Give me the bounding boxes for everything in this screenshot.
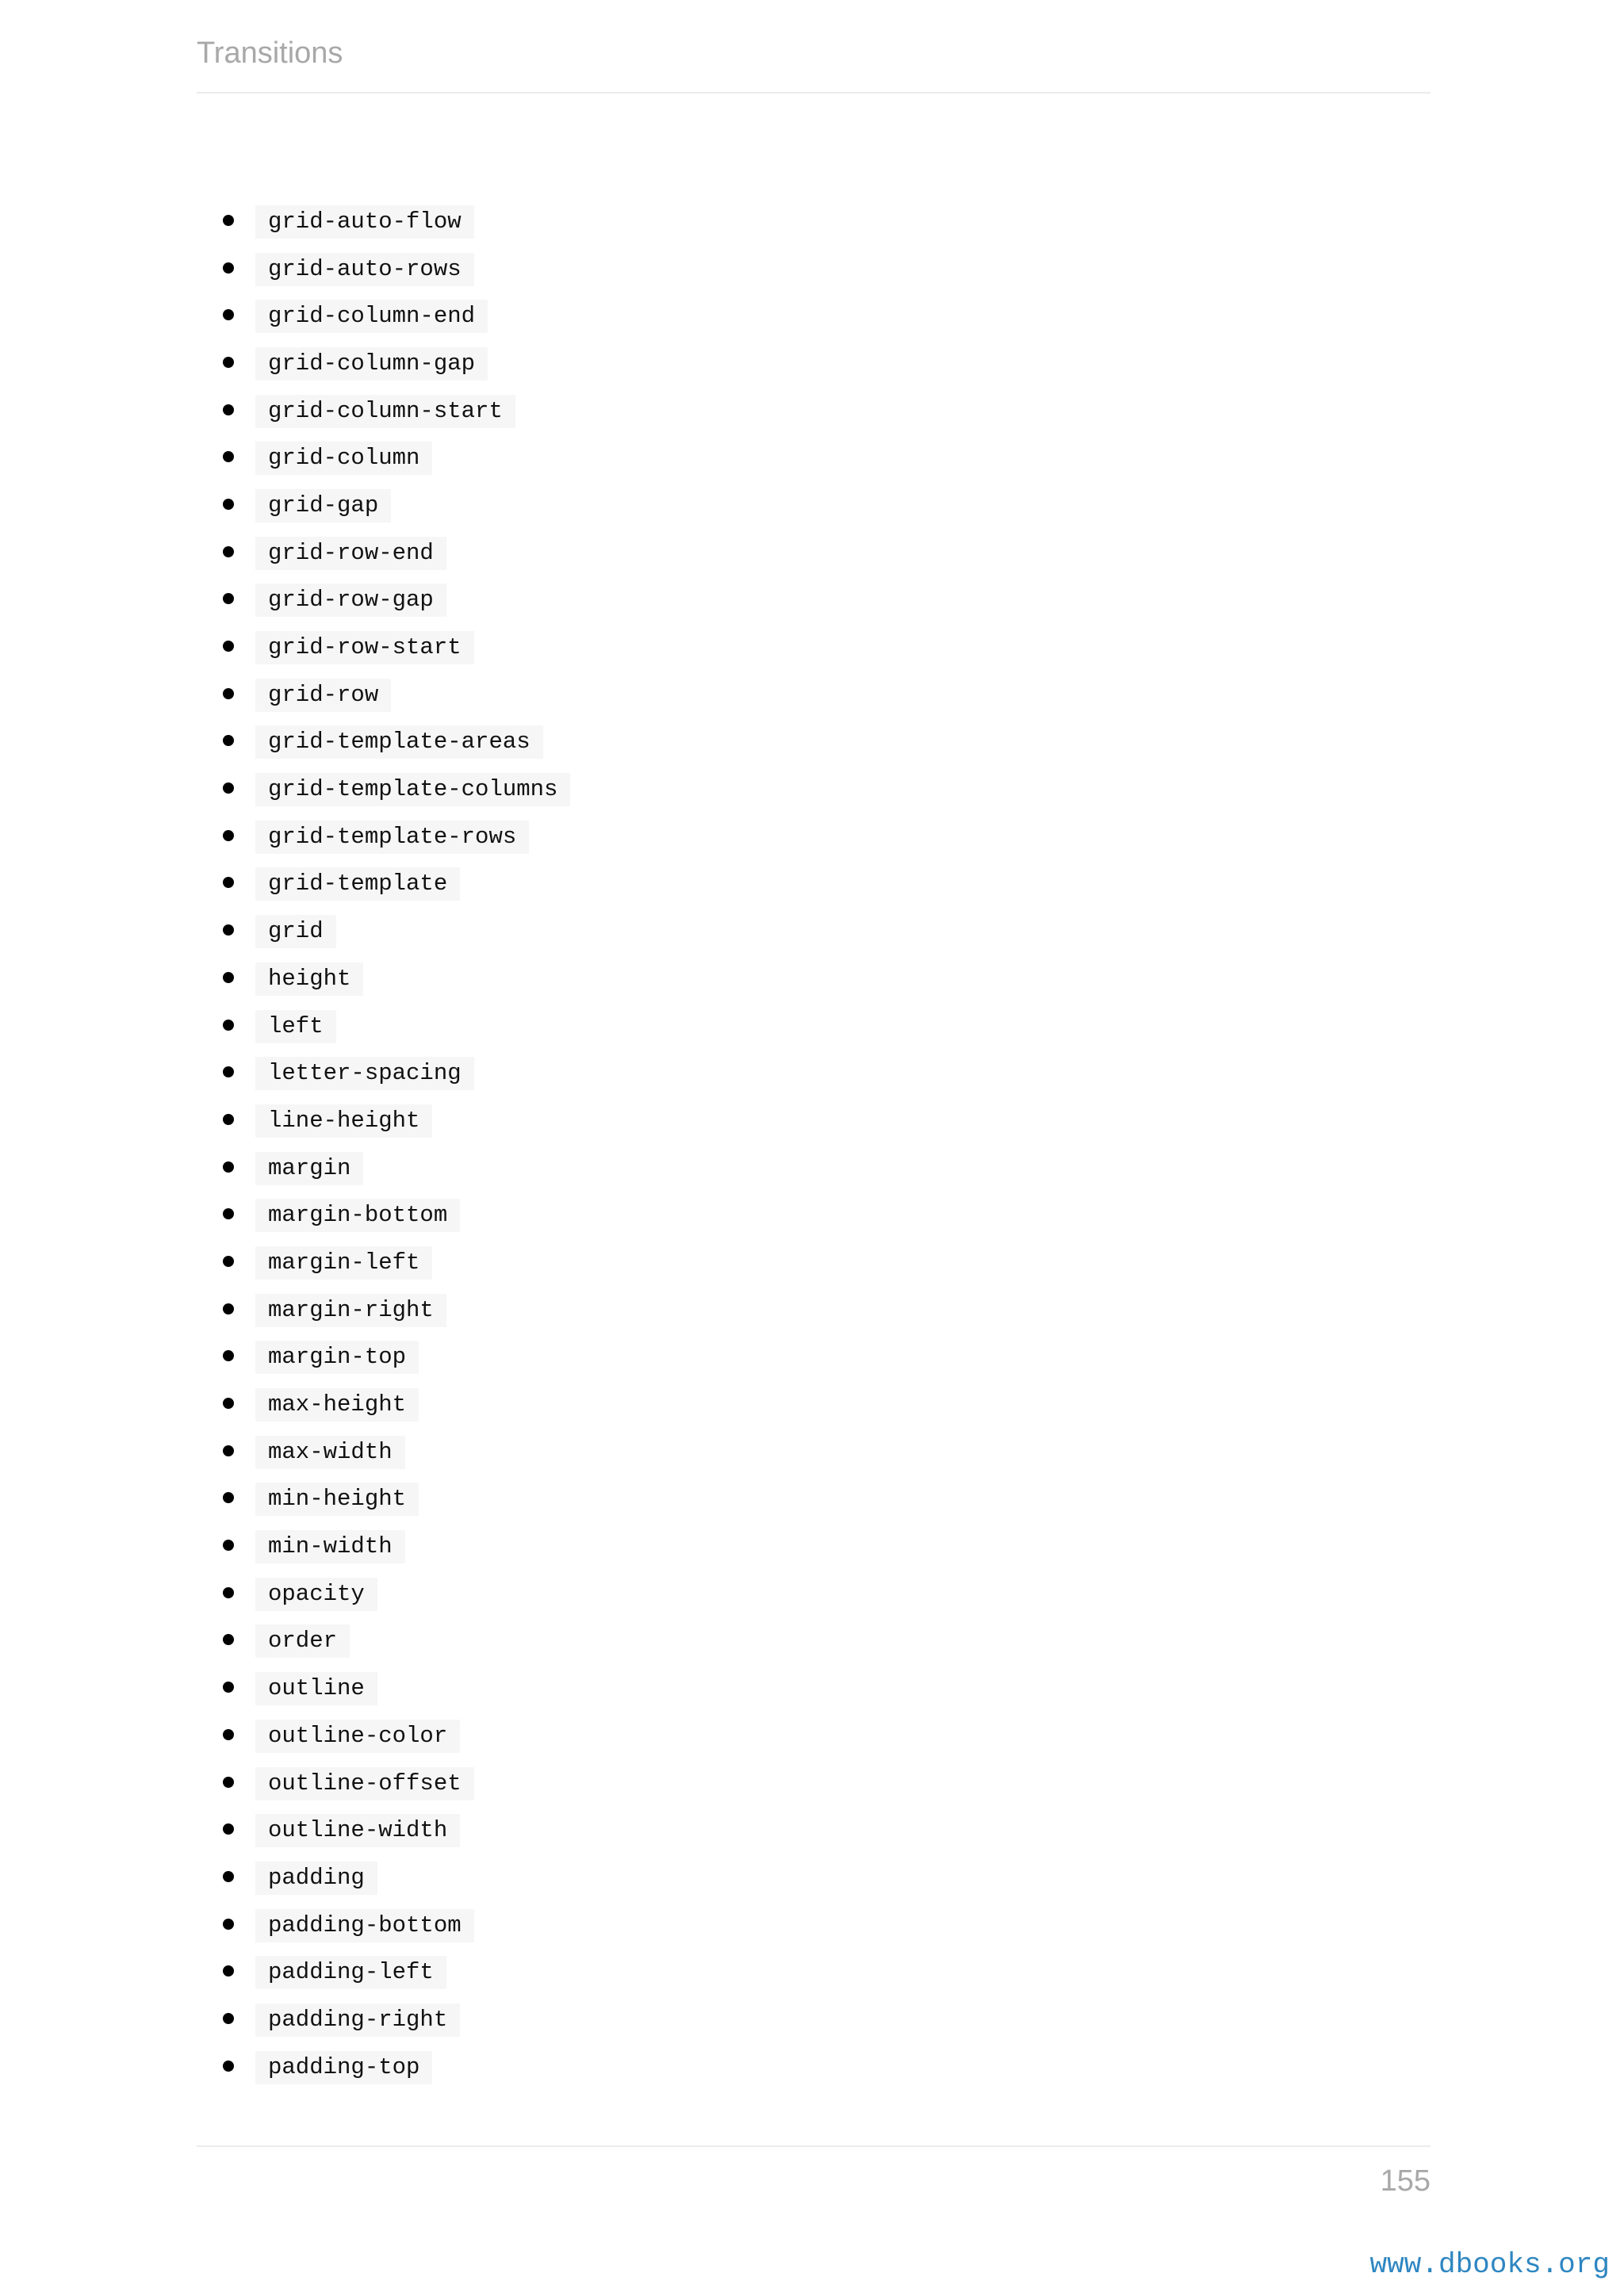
bullet-icon <box>223 1682 234 1693</box>
bullet-icon <box>223 357 234 368</box>
property-name-code: max-height <box>255 1388 419 1422</box>
bullet-icon <box>223 830 234 841</box>
property-name-code: grid-row <box>255 679 391 712</box>
bullet-icon <box>223 688 234 699</box>
property-name-code: letter-spacing <box>255 1057 474 1090</box>
property-name-code: grid-row-gap <box>255 584 446 617</box>
property-name-code: padding-left <box>255 1956 446 1989</box>
bullet-icon <box>223 2013 234 2024</box>
property-name-code: margin-right <box>255 1294 446 1327</box>
bullet-icon <box>223 593 234 604</box>
property-name-code: grid-gap <box>255 489 391 522</box>
bullet-icon <box>223 1871 234 1882</box>
bullet-icon <box>223 735 234 746</box>
bullet-icon <box>223 309 234 320</box>
bullet-icon <box>223 1208 234 1219</box>
bullet-icon <box>223 972 234 983</box>
bullet-icon <box>223 1350 234 1361</box>
property-name-code: line-height <box>255 1104 432 1138</box>
property-name-code: margin-bottom <box>255 1199 460 1232</box>
bullet-icon <box>223 1445 234 1456</box>
bullet-icon <box>223 1777 234 1788</box>
bullet-icon <box>223 924 234 936</box>
property-name-code: outline-width <box>255 1814 460 1847</box>
watermark-link[interactable]: www.dbooks.org <box>1369 2248 1610 2281</box>
property-name-code: height <box>255 962 363 996</box>
bullet-icon <box>223 215 234 226</box>
bullet-icon <box>223 1114 234 1125</box>
property-name-code: outline-offset <box>255 1767 474 1800</box>
bullet-icon <box>223 1303 234 1314</box>
page-number: 155 <box>1380 2164 1431 2198</box>
bullet-icon <box>223 641 234 652</box>
bullet-icon <box>223 1020 234 1031</box>
bullet-icon <box>223 1161 234 1173</box>
property-name-code: grid-column-end <box>255 300 488 333</box>
bullet-icon <box>223 1492 234 1503</box>
bullet-icon <box>223 1256 234 1267</box>
property-name-code: margin <box>255 1152 363 1185</box>
property-name-code: margin-left <box>255 1246 432 1280</box>
property-name-code: min-height <box>255 1483 419 1516</box>
property-name-code: grid-column-start <box>255 395 515 428</box>
property-name-code: grid-auto-flow <box>255 205 474 239</box>
property-name-code: padding <box>255 1862 377 1895</box>
property-name-code: grid-template-areas <box>255 725 543 759</box>
property-name-code: grid-row-end <box>255 537 446 570</box>
bullet-icon <box>223 262 234 274</box>
bullet-icon <box>223 1823 234 1835</box>
bullet-icon <box>223 1066 234 1077</box>
property-name-code: grid-row-start <box>255 631 474 664</box>
bullet-icon <box>223 499 234 510</box>
property-name-code: grid-auto-rows <box>255 253 474 286</box>
bullet-icon <box>223 451 234 462</box>
property-name-code: padding-bottom <box>255 1909 474 1942</box>
property-name-code: grid-column-gap <box>255 347 488 381</box>
property-name-code: grid <box>255 915 336 948</box>
property-name-code: grid-template <box>255 867 460 901</box>
bullet-icon <box>223 1634 234 1645</box>
bullet-icon <box>223 1587 234 1598</box>
property-name-code: opacity <box>255 1578 377 1611</box>
bullet-icon <box>223 1965 234 1976</box>
property-name-code: margin-top <box>255 1341 419 1374</box>
bullet-icon <box>223 783 234 794</box>
bullet-icon <box>223 404 234 415</box>
property-name-code: left <box>255 1010 336 1043</box>
bullet-icon <box>223 1540 234 1551</box>
property-name-code: order <box>255 1624 350 1658</box>
property-name-code: outline <box>255 1672 377 1705</box>
running-header-title: Transitions <box>197 36 343 70</box>
property-name-code: padding-right <box>255 2003 460 2037</box>
bullet-icon <box>223 1398 234 1409</box>
bullet-icon <box>223 877 234 888</box>
property-name-code: grid-template-rows <box>255 821 529 854</box>
property-name-code: grid-column <box>255 442 432 475</box>
footer-divider <box>197 2145 1431 2147</box>
property-name-code: max-width <box>255 1436 405 1469</box>
property-name-code: min-width <box>255 1530 405 1563</box>
property-name-code: outline-color <box>255 1720 460 1753</box>
bullet-icon <box>223 1919 234 1930</box>
property-name-code: padding-top <box>255 2051 432 2084</box>
bullet-icon <box>223 1729 234 1740</box>
bullet-icon <box>223 2061 234 2072</box>
property-name-code: grid-template-columns <box>255 773 570 806</box>
header-divider <box>197 92 1431 94</box>
bullet-icon <box>223 546 234 557</box>
